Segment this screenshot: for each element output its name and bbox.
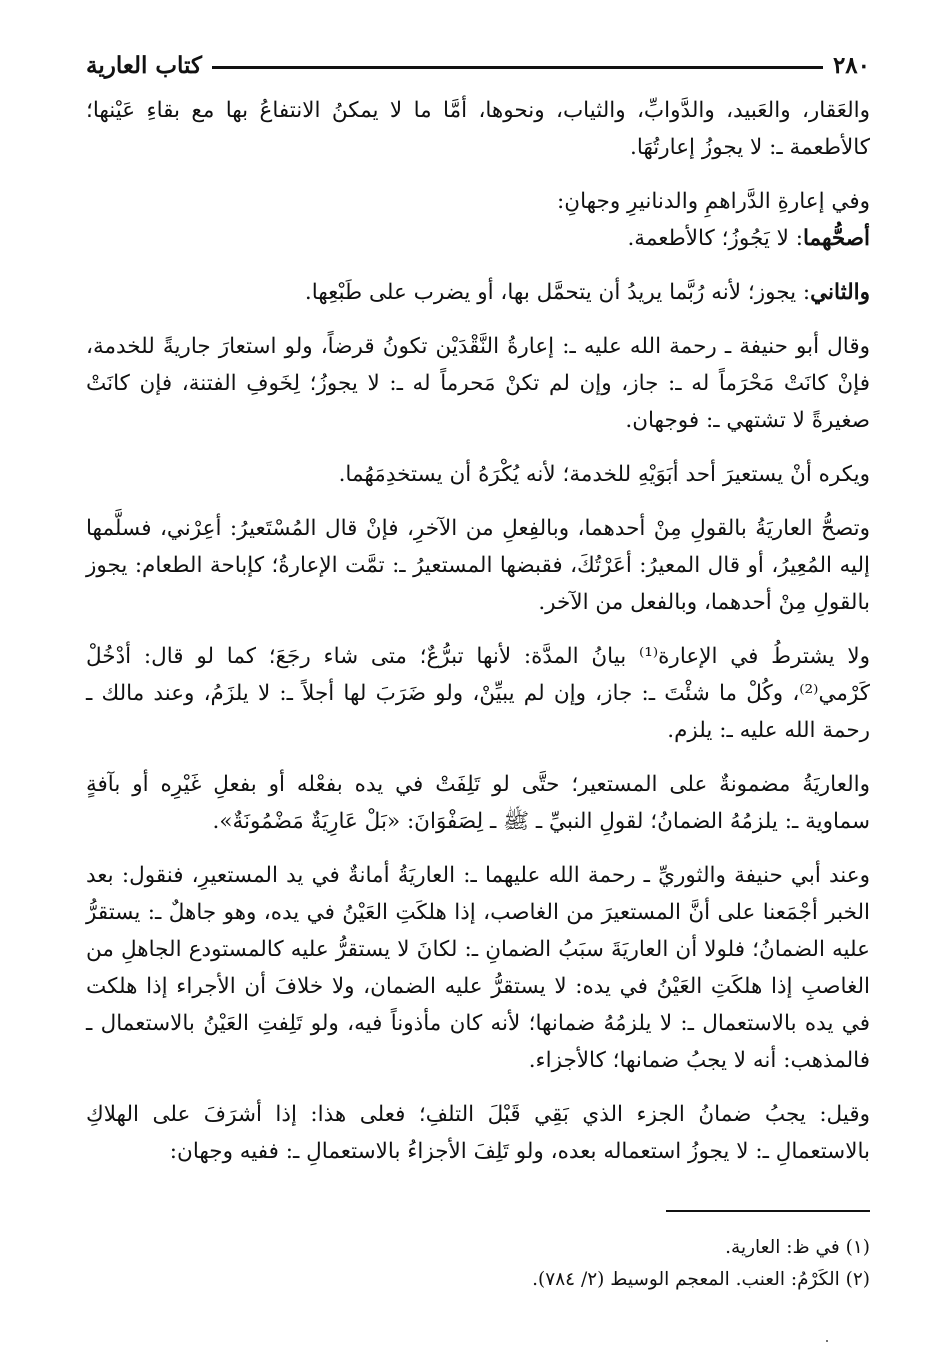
footnote: (٢) الكَرْمُ: العنب. المعجم الوسيط (٢/ ٧٨٤). [532,1269,870,1290]
text-line: بالاستعمالِ ـ: لا يجوزُ استعماله بعده، ولو تَلِفَ الأجزاءُ بالاستعمالِ ـ: ففيه وجهان: [169,1139,870,1164]
text-line: فسلَّمها إليه المُعِيرُ، أو قال المعيرُ: أعَرْتُكَ، فقبضها المستعيرُ ـ: تمَّت الإعارةُ؛ كإباحة [86,516,870,578]
paragraph [86,456,870,493]
text-line: الطعام: يجوز بالقولِ مِنْ أحدهما، وبالفعل من الآخر. [86,553,870,615]
running-header [86,48,870,82]
book-title: كتاب العارية [86,51,202,79]
book-page [86,48,870,1348]
footnote: (١) في ظ: العارية. [725,1237,870,1258]
paragraph [86,638,870,749]
paragraph-term: والثاني [810,280,870,305]
paragraph [86,857,870,1079]
text-line: وتصحُّ العاريَةُ بالقولِ مِنْ أحدهما، وبالفِعلِ من الآخرِ، فإنْ قال المُسْتَعيرُ: أعِرْني، [159,516,870,541]
paragraph [86,328,870,439]
text-line: وقيل: يجبُ ضمانُ الجزء الذي بَقِي قَبْلَ التلفِ؛ فعلى هذا: إذا أشرَفَ على الهلاكِ [86,1102,870,1127]
header-rule [212,66,823,69]
text-line: للخدمة، فإنْ كانَتْ مَحْرَماً له ـ: جاز، وإن لم تكنْ مَحرماً له ـ: لا يجوزُ؛ لِخَوفِ الفتنة، [86,334,870,396]
text-line: والعاريَةُ مضمونةٌ على المستعير؛ حتَّى لو تَلِفَتْ في يده بفعْله أو بفعلِ غَيْرِه أو بآفةٍ [86,772,870,797]
text-line: بعد الخبر أجْمَعنا على أنَّ المستعيرَ من الغاصب، إذا هلكَتِ العَيْنُ في يده، وهو جاهلٌ ـ: [86,863,870,925]
text-line: يستقرُّ عليه الضمانُ؛ فلولا أن العاريَةَ سبَبُ الضمانِ ـ: لكانَ لا يستقرُّ عليه كالمستودع [86,900,870,962]
paragraph [86,92,870,166]
paragraph [86,274,870,311]
text-line: وفي إعارةِ الدَّراهمِ والدنانيرِ وجهانِ: [557,189,870,214]
paragraph [86,220,870,257]
paragraph [86,766,870,840]
text-line: : لا يَجُوزُ؛ كالأطعمة. [627,226,803,251]
paragraph-term: أصحُّهما [803,226,870,251]
scan-speck [826,1340,828,1342]
text-line: فإن كانَتْ صغيرةً لا تشتهي ـ: فوجهان. [86,371,870,433]
text-line: ولا يشترطُ في الإعارة⁽¹⁾ بيانُ المدَّة: لأنها تبرُّعٌ؛ متى شاء رجَعَ؛ كما لو قال: أدْخُلْ [86,644,870,669]
text-line: وعند أبي حنيفة والثوريِّ ـ رحمة الله عليهما ـ: العاريَةُ أمانةٌ في يد المستعيرِ، فنقول: [121,863,870,888]
page-number: ٢٨٠ [832,51,870,79]
text-line: كَرْمي⁽²⁾، وكُلْ ما شئْتَ ـ: جاز، وإن لم يبيِّنْ، ولو ضَرَبَ لها أجلاً ـ: لا يلزَمُ، وعند مالك [101,681,870,706]
text-line: الأجراء إذا هلكت في يده بالاستعمال ـ: لا يلزمُهُ ضمانها؛ لأنه كان مأذوناً فيه، ولو تَلِفتِ [86,974,870,1036]
body-text [86,92,870,1170]
text-line: : يجوز؛ لأنه رُبَّما يريدُ أن يتحمَّل بها، أو يضرب على طَبْعِها. [304,280,811,305]
text-line: ـ رحمة الله عليه ـ: يلزم. [86,681,870,743]
footnote-separator [666,1210,870,1212]
text-line: والعَقار، والعَبيد، والدَّوابِّ، والثياب، ونحوها، أمَّا ما لا يمكنُ الانتفاعُ بها مع بقاءِ عَيْنها؛ [86,98,870,123]
text-line: ويكره أنْ يستعيرَ أحد أبَوَيْهِ للخدمة؛ لأنه يُكْرَهُ أن يستخدِمَهُما. [338,462,870,487]
text-line: العَيْنُ بالاستعمال ـ فالمذهب: أنه لا يجبُ ضمانها؛ كالأجزاء. [86,1011,870,1073]
text-line: الجاهلِ من الغاصبِ إذا هلكَتِ العَيْنُ في يده: لا يستقرُّ عليه الضمان، ولا خلافَ أن [86,937,870,999]
text-line: سماوية ـ: يلزمُهُ الضمانُ؛ لقولِ النبيِّ ـ ﷺ ـ لِصَفْوَانَ: «بَلْ عَارِيَةٌ مَضْمُونَةٌ». [212,809,870,834]
footnotes [86,1232,870,1296]
paragraph [86,1096,870,1170]
paragraph [86,183,870,220]
text-line: وقال أبو حنيفة ـ رحمة الله عليه ـ: إعارةُ النَّقْدَيْن تكونُ قرضاً، ولو استعارَ جاريةً [162,334,870,359]
text-line: كالأطعمة ـ: لا يجوزُ إعارتُهَا. [630,135,870,160]
paragraph [86,510,870,621]
